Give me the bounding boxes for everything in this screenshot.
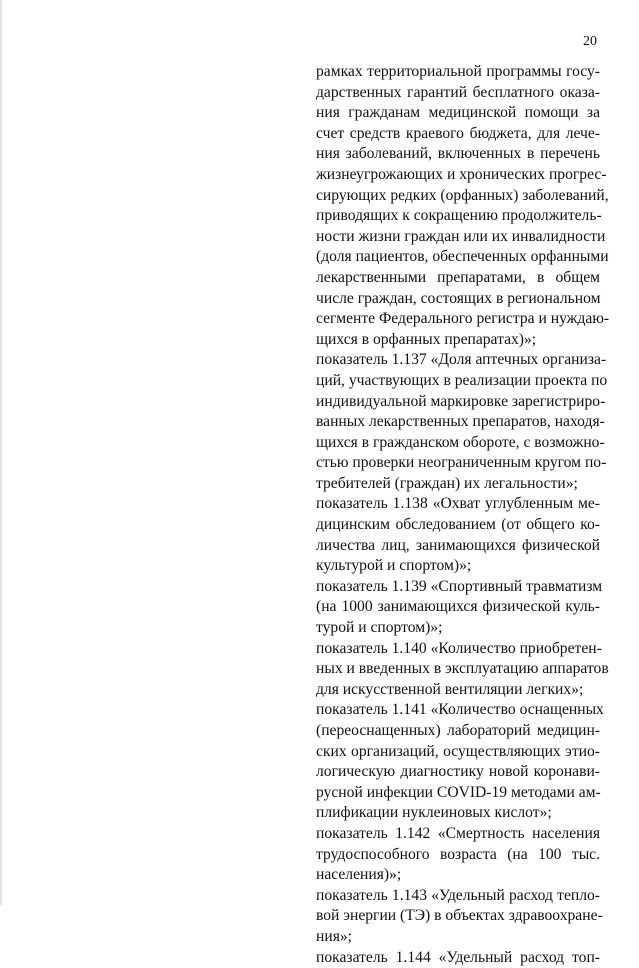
text-line: турой и спортом)»; [316, 619, 443, 637]
text-line: вой энергии (ТЭ) в объектах здравоохране- [316, 907, 603, 925]
text-line: показатель 1.142 «Смертность населения [316, 824, 600, 842]
text-line: показатель 1.138 «Охват углубленным ме- [316, 495, 600, 513]
text-line: сегменте Федерального регистра и нуждаю- [316, 310, 610, 328]
text-line: ния»; [316, 927, 352, 945]
page-number: 20 [583, 34, 597, 49]
text-line: счет средств краевого бюджета, для лече- [316, 124, 600, 142]
text-line: ских организаций, осуществляющих этио- [316, 742, 600, 760]
body-text-column [316, 62, 610, 968]
text-line: ния заболеваний, включенных в перечень [316, 145, 600, 163]
text-line: показатель 1.139 «Спортивный травматизм [316, 577, 603, 595]
text-line: русной инфекции COVID-19 методами ам- [316, 783, 601, 801]
text-line: плификации нуклеиновых кислот»; [316, 804, 552, 822]
text-line: приводящих к сокращению продолжитель- [316, 207, 602, 225]
text-line: показатель 1.143 «Удельный расход тепло- [316, 886, 600, 904]
text-line: показатель 1.144 «Удельный расход топ- [316, 948, 600, 966]
text-line: дарственных гарантий бесплатного оказа- [316, 83, 600, 101]
text-line: рамках территориальной программы госу- [316, 63, 600, 80]
text-line: щихся в гражданском обороте, с возможно- [316, 433, 605, 451]
text-line: культурой и спортом)»; [316, 557, 472, 575]
text-line: трудоспособного возраста (на 100 тыс. [316, 845, 600, 863]
text-line: требителей (граждан) их легальности»; [316, 474, 578, 492]
text-line: показатель 1.137 «Доля аптечных организа- [316, 351, 607, 369]
text-line: числе граждан, состоящих в региональном [316, 289, 601, 307]
text-line: лекарственными препаратами, в общем [316, 268, 600, 286]
text-line: для искусственной вентиляции легких»; [316, 680, 584, 698]
text-line: (доля пациентов, обеспеченных орфанными [316, 248, 609, 266]
text-line: стью проверки неограниченным кругом по- [316, 454, 607, 472]
text-line: логическую диагностику новой коронави- [316, 763, 600, 781]
text-line: ных и введенных в эксплуатацию аппаратов [316, 660, 609, 678]
text-line: ния гражданам медицинской помощи за [316, 104, 600, 122]
text-line: сирующих редких (орфанных) заболеваний, [316, 186, 609, 204]
scan-edge-shadow [0, 0, 3, 905]
text-line: показатель 1.141 «Количество оснащенных [316, 701, 604, 719]
text-line: жизнеугрожающих и хронических прогрес- [316, 165, 607, 183]
text-line: (переоснащенных) лабораторий медицин- [316, 722, 600, 739]
text-line: личества лиц, занимающихся физической [316, 536, 600, 554]
text-line: индивидуальной маркировке зарегистриро- [316, 392, 606, 410]
text-line: показатель 1.140 «Количество приобретен- [316, 639, 602, 657]
text-line: населения)»; [316, 866, 402, 884]
text-line: ванных лекарственных препаратов, находя- [316, 413, 605, 431]
text-line: щихся в орфанных препаратах)»; [316, 330, 537, 348]
text-line: ности жизни граждан или их инвалидности [316, 227, 606, 245]
text-line: ций, участвующих в реализации проекта по [316, 371, 608, 389]
text-line: (на 1000 занимающихся физической куль- [316, 598, 600, 616]
text-line: дицинским обследованием (от общего ко- [316, 516, 600, 534]
